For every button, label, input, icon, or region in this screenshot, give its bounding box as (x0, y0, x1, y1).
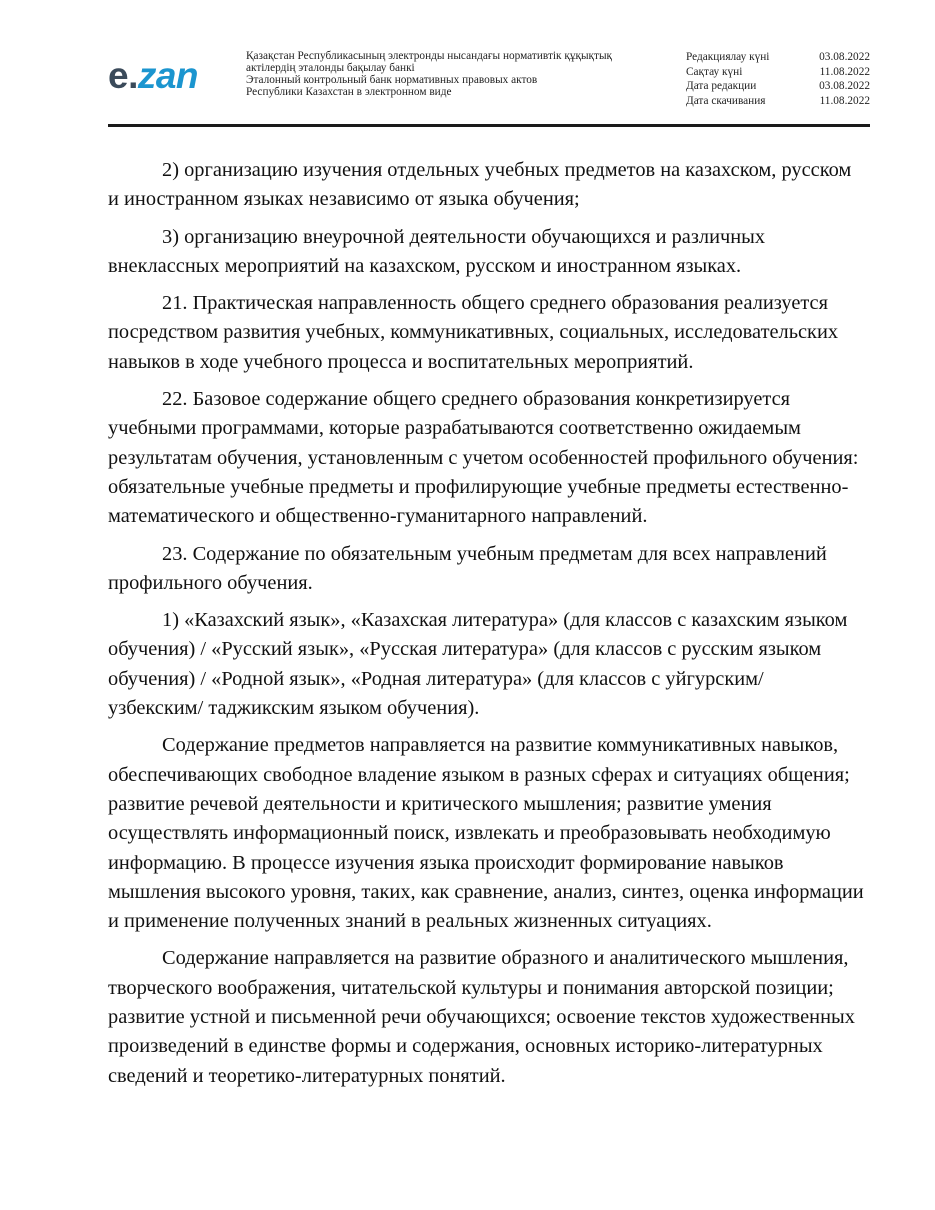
date-row (686, 50, 870, 65)
paragraph: 22. Базовое содержание общего среднего образования конкретизируется учебными программами, которые разрабатываются соответственно ожидаемым результатам обучения, установленным с учетом особенностей профильного обучения: обязательные учебные предметы и профилирующие учебные предметы естественно-математического и общественно-гуманитарного направлений. (108, 388, 859, 528)
dates-table (686, 50, 870, 108)
date-value: 03.08.2022 (819, 80, 870, 92)
paragraph: 21. Практическая направленность общего среднего образования реализуется посредством развития учебных, коммуникативных, социальных, исследовательских навыков в ходе учебного процесса и воспитательных мероприятий. (108, 292, 839, 373)
paragraph: 23. Содержание по обязательным учебным предметам для всех направлений профильного обучения. (108, 542, 827, 594)
paragraph: 1) «Казахский язык», «Казахская литература» (для классов с казахским языком обучения) / «Русский язык», «Русская литература» (для классов с русским языком обучения) / «Родной язык», «Родная литература» (для классов с уйгурским/ узбекским/ таджикским языком обучения). (108, 609, 848, 720)
paragraph: Содержание направляется на развитие образного и аналитического мышления, творческого воображения, читательской культуры и понимания авторской позиции; развитие устной и письменной речи обучающихся; освоение текстов художественных произведений в единстве формы и содержания, основных историко-литературных сведений и теоретико-литературных понятий. (108, 947, 855, 1087)
date-value: 11.08.2022 (819, 65, 870, 78)
document-header (108, 44, 870, 114)
date-label: Дата редакции (686, 80, 757, 92)
logo-dot: . (128, 55, 138, 96)
ezan-logo[interactable] (108, 56, 198, 96)
source-line: актілердің эталонды бақылау банкі (246, 62, 415, 74)
date-row (686, 94, 870, 109)
logo-e: e (108, 55, 129, 96)
date-row (686, 79, 870, 94)
header-divider (108, 124, 870, 127)
paragraph: Содержание предметов направляется на развитие коммуникативных навыков, обеспечивающих свободное владение языком в разных сферах и ситуациях общения; развитие речевой деятельности и критического мышления; развитие умения осуществлять информационный поиск, извлекать и преобразовывать необходимую информацию. В процессе изучения языка происходит формирование навыков мышления высокого уровня, таких, как сравнение, анализ, синтез, оценка информации и применение полученных знаний в реальных жизненных ситуациях. (108, 734, 864, 933)
paragraph: 2) организацию изучения отдельных учебных предметов на казахском, русском и иностранном языках независимо от языка обучения; (108, 159, 852, 211)
date-label: Редакциялау күні (686, 51, 770, 63)
date-value: 11.08.2022 (819, 94, 870, 107)
paragraph: 3) организацию внеурочной деятельности обучающихся и различных внеклассных мероприятий на казахском, русском и иностранном языках. (108, 225, 766, 277)
source-info (246, 50, 666, 98)
source-line: Қазақстан Республикасының электронды нысандағы нормативтік құқықтық (246, 50, 613, 62)
logo-zan: zan (137, 55, 199, 96)
source-line: Эталонный контрольный банк нормативных правовых актов (246, 74, 538, 86)
date-row (686, 65, 870, 80)
date-label: Дата скачивания (686, 94, 766, 107)
source-line: Республики Казахстан в электронном виде (246, 86, 452, 98)
date-label: Сақтау күні (686, 65, 743, 78)
date-value: 03.08.2022 (819, 51, 870, 63)
document-body (108, 156, 864, 1099)
